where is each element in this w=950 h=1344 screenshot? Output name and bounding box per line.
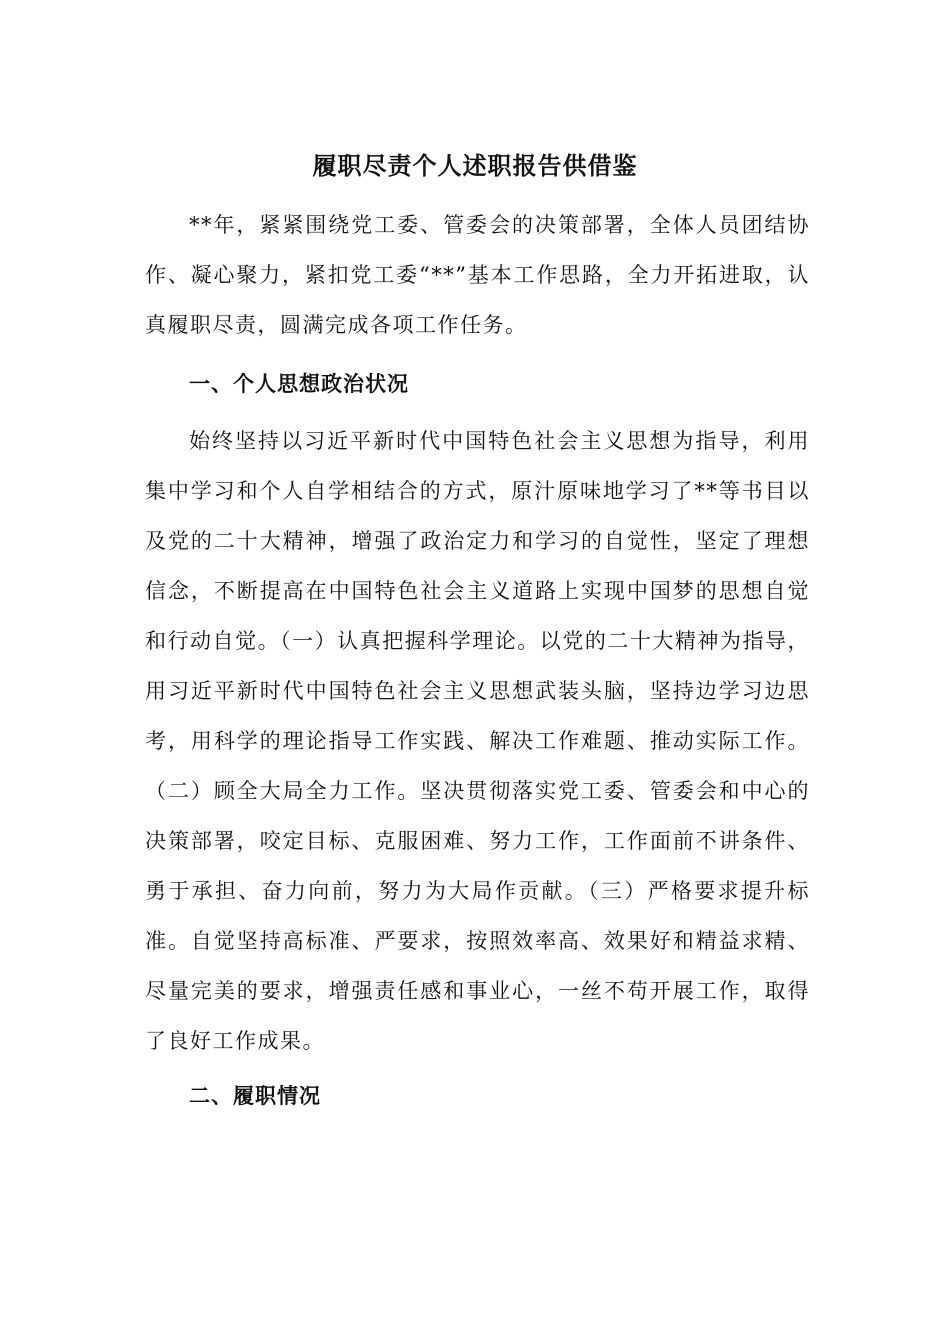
section-heading-2: 二、履职情况 xyxy=(189,1083,321,1108)
section-heading-1: 一、个人思想政治状况 xyxy=(189,371,409,396)
document-title: 履职尽责个人述职报告供借鉴 xyxy=(312,151,638,180)
intro-paragraph: **年，紧紧围绕党工委、管委会的决策部署，全体人员团结协作、凝心聚力，紧扣党工委“**”基本工作思路，全力开拓进取，认真履职尽责，圆满完成各项工作任务。 xyxy=(145,213,810,337)
section-1-paragraph: 始终坚持以习近平新时代中国特色社会主义思想为指导，利用集中学习和个人自学相结合的方式，原汁原味地学习了**等书目以及党的二十大精神，增强了政治定力和学习的自觉性，坚定了理想信念，不断提高在中国特色社会主义道路上实现中国梦的思想自觉和行动自觉。（一）认真把握科学理论。以党的二十大精神为指导，用习近平新时代中国特色社会主义思想武装头脑，坚持边学习边思考，用科学的理论指导工作实践、解决工作难题、推动实际工作。（二）顾全大局全力工作。坚决贯彻落实党工委、管委会和中心的决策部署，咬定目标、克服困难、努力工作，工作面前不讲条件、勇于承担、奋力向前，努力为大局作贡献。（三）严格要求提升标准。自觉坚持高标准、严要求，按照效率高、效果好和精益求精、尽量完美的要求，增强责任感和事业心，一丝不苟开展工作，取得了良好工作成果。 xyxy=(145,429,810,1053)
